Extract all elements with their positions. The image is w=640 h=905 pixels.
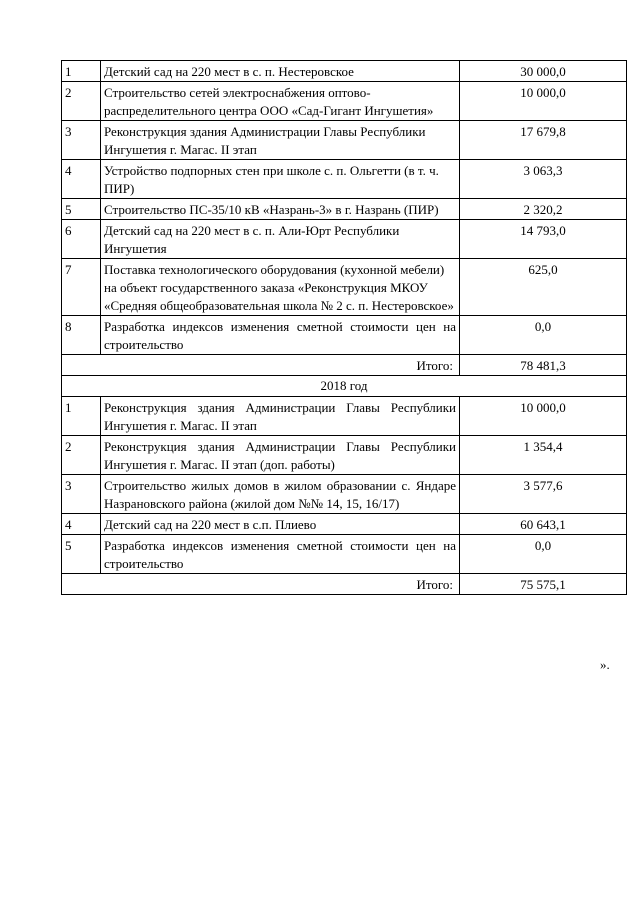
total-label: Итого: — [62, 355, 460, 376]
row-value: 60 643,1 — [460, 514, 627, 535]
row-number: 5 — [62, 535, 101, 574]
row-number: 6 — [62, 220, 101, 259]
table-row — [62, 436, 627, 475]
table-row — [62, 220, 627, 259]
row-value: 17 679,8 — [460, 121, 627, 160]
total-row — [62, 355, 627, 376]
budget-table — [61, 60, 627, 595]
table-row — [62, 475, 627, 514]
closing-quote-mark: ». — [600, 657, 610, 672]
row-value: 10 000,0 — [460, 82, 627, 121]
total-value: 75 575,1 — [460, 574, 627, 595]
row-name: Реконструкция здания Администрации Главы Республики Ингушетия г. Магас. II этап — [101, 121, 460, 160]
row-name: Строительство ПС-35/10 кВ «Назрань-3» в г. Назрань (ПИР) — [101, 199, 460, 220]
row-number: 2 — [62, 82, 101, 121]
table-row — [62, 121, 627, 160]
total-row — [62, 574, 627, 595]
table-row — [62, 61, 627, 82]
total-label: Итого: — [62, 574, 460, 595]
row-value: 30 000,0 — [460, 61, 627, 82]
row-value: 1 354,4 — [460, 436, 627, 475]
row-value: 0,0 — [460, 535, 627, 574]
row-value: 3 063,3 — [460, 160, 627, 199]
row-number: 1 — [62, 61, 101, 82]
table-row — [62, 316, 627, 355]
row-value: 14 793,0 — [460, 220, 627, 259]
row-number: 1 — [62, 397, 101, 436]
row-name: Детский сад на 220 мест в с. п. Али-Юрт Республики Ингушетия — [101, 220, 460, 259]
year-heading: 2018 год — [62, 376, 627, 397]
table-row — [62, 397, 627, 436]
table-row — [62, 199, 627, 220]
table-row — [62, 535, 627, 574]
table-row — [62, 160, 627, 199]
total-value: 78 481,3 — [460, 355, 627, 376]
row-number: 7 — [62, 259, 101, 316]
row-value: 2 320,2 — [460, 199, 627, 220]
row-number: 4 — [62, 160, 101, 199]
row-name: Поставка технологического оборудования (кухонной мебели) на объект государственного заказа «Реконструкция МКОУ «Средняя общеобразовательная школа № 2 с. п. Нестеровское» — [101, 259, 460, 316]
row-number: 5 — [62, 199, 101, 220]
row-value: 0,0 — [460, 316, 627, 355]
row-number: 8 — [62, 316, 101, 355]
row-name: Устройство подпорных стен при школе с. п. Ольгетти (в т. ч. ПИР) — [101, 160, 460, 199]
row-value: 625,0 — [460, 259, 627, 316]
table-row — [62, 82, 627, 121]
row-name: Разработка индексов изменения сметной стоимости цен на строительство — [101, 316, 460, 355]
table-row — [62, 259, 627, 316]
row-number: 3 — [62, 475, 101, 514]
row-name: Реконструкция здания Администрации Главы Республики Ингушетия г. Магас. II этап (доп. работы) — [101, 436, 460, 475]
table-row — [62, 514, 627, 535]
row-value: 10 000,0 — [460, 397, 627, 436]
row-name: Детский сад на 220 мест в с. п. Нестеровское — [101, 61, 460, 82]
row-number: 3 — [62, 121, 101, 160]
row-name: Реконструкция здания Администрации Главы Республики Ингушетия г. Магас. II этап — [101, 397, 460, 436]
row-name: Разработка индексов изменения сметной стоимости цен на строительство — [101, 535, 460, 574]
year-heading-row — [62, 376, 627, 397]
row-name: Детский сад на 220 мест в с.п. Плиево — [101, 514, 460, 535]
row-value: 3 577,6 — [460, 475, 627, 514]
row-name: Строительство жилых домов в жилом образовании с. Яндаре Назрановского района (жилой дом №№ 14, 15, 16/17) — [101, 475, 460, 514]
row-name: Строительство сетей электроснабжения оптово-распределительного центра ООО «Сад-Гигант Ингушетия» — [101, 82, 460, 121]
row-number: 4 — [62, 514, 101, 535]
row-number: 2 — [62, 436, 101, 475]
